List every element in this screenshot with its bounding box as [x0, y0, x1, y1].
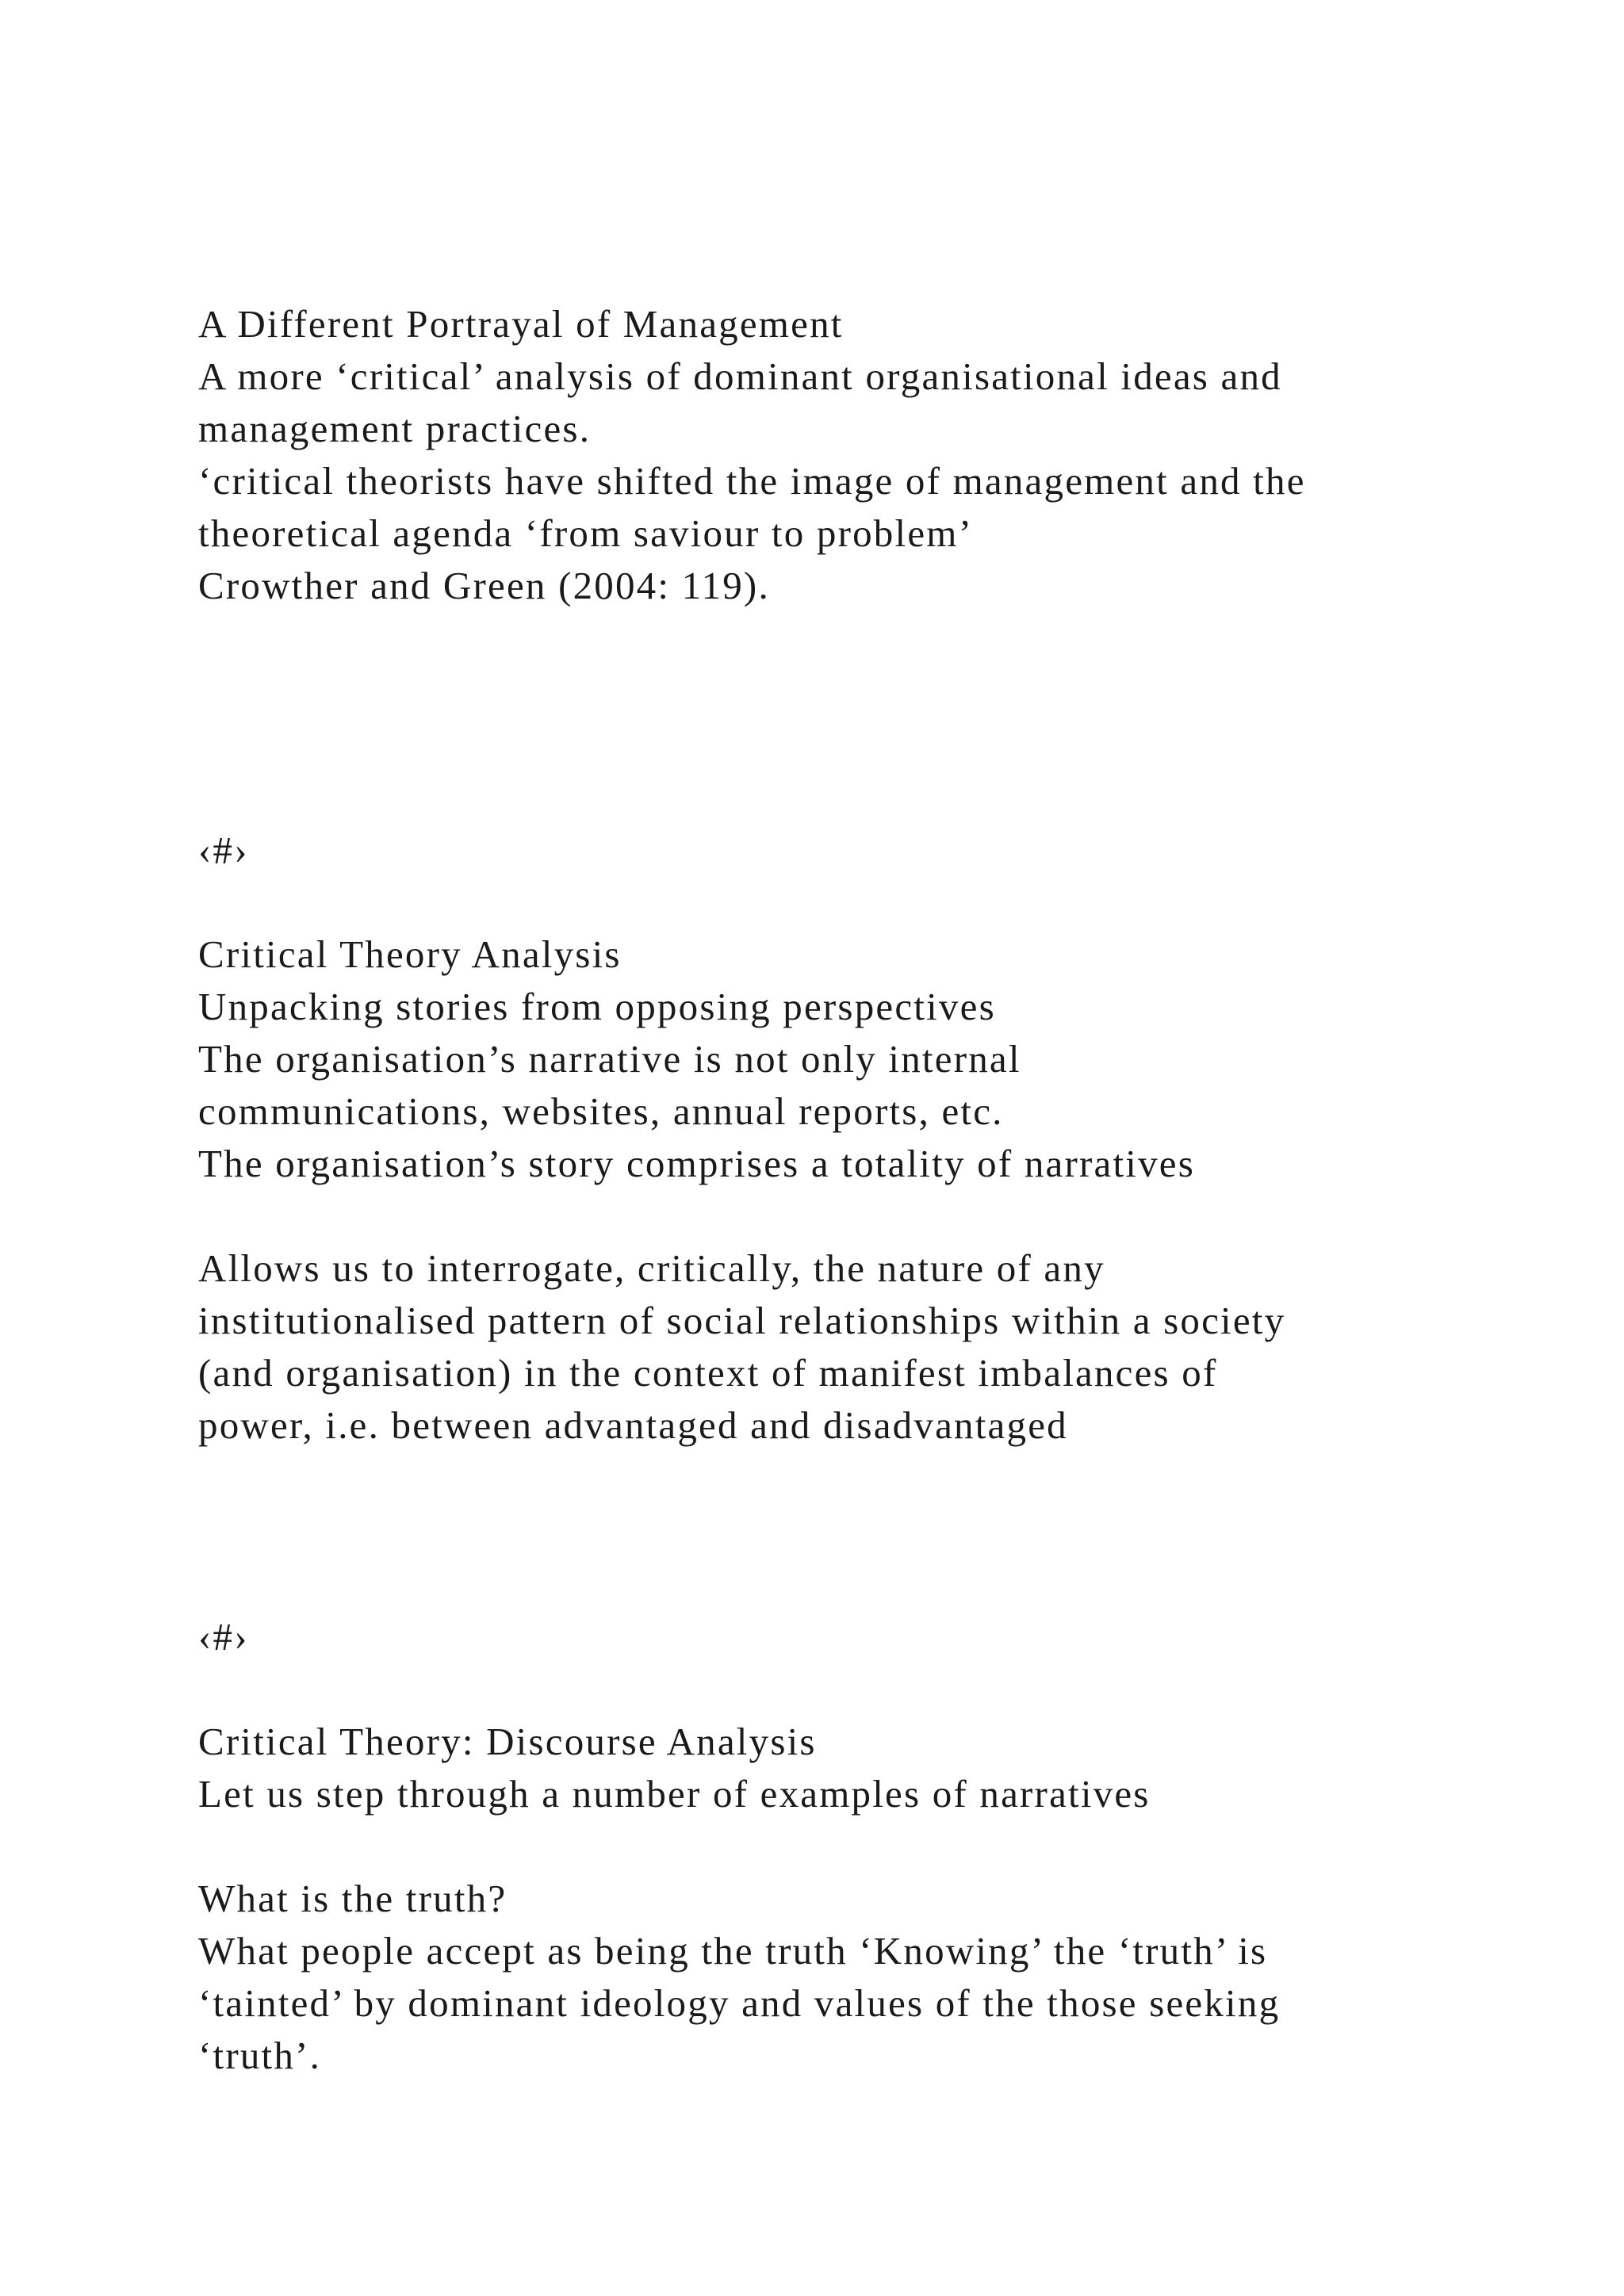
text-line: communications, websites, annual reports, etc. — [198, 1089, 1004, 1133]
text-line: What is the truth? — [198, 1877, 508, 1920]
text-line: ‘tainted’ by dominant ideology and values of the those seeking — [198, 1981, 1281, 2025]
citation-line: Crowther and Green (2004: 119). — [198, 564, 770, 607]
slide-number-marker: ‹#› — [198, 1615, 249, 1659]
text-line: The organisation’s story comprises a totality of narratives — [198, 1142, 1195, 1185]
heading-discourse-analysis: Critical Theory: Discourse Analysis — [198, 1720, 817, 1763]
text-line: institutionalised pattern of social relationships within a society — [198, 1299, 1286, 1342]
text-line: ‘truth’. — [198, 2034, 322, 2077]
text-line: A more ‘critical’ analysis of dominant organisational ideas and — [198, 354, 1282, 398]
text-line: ‘critical theorists have shifted the image of management and the — [198, 459, 1306, 503]
slide-number-marker: ‹#› — [198, 828, 249, 872]
text-line: theoretical agenda ‘from saviour to problem’ — [198, 511, 974, 555]
text-line: Unpacking stories from opposing perspectives — [198, 985, 996, 1028]
heading-critical-theory-analysis: Critical Theory Analysis — [198, 932, 622, 976]
text-line: Let us step through a number of examples of narratives — [198, 1772, 1151, 1816]
text-line: What people accept as being the truth ‘Knowing’ the ‘truth’ is — [198, 1929, 1268, 1973]
heading-different-portrayal: A Different Portrayal of Management — [198, 302, 844, 346]
text-line: power, i.e. between advantaged and disadvantaged — [198, 1403, 1068, 1447]
text-line: management practices. — [198, 407, 592, 450]
text-line: The organisation’s narrative is not only internal — [198, 1037, 1021, 1081]
text-line: (and organisation) in the context of manifest imbalances of — [198, 1351, 1218, 1395]
text-line: Allows us to interrogate, critically, the nature of any — [198, 1246, 1105, 1290]
